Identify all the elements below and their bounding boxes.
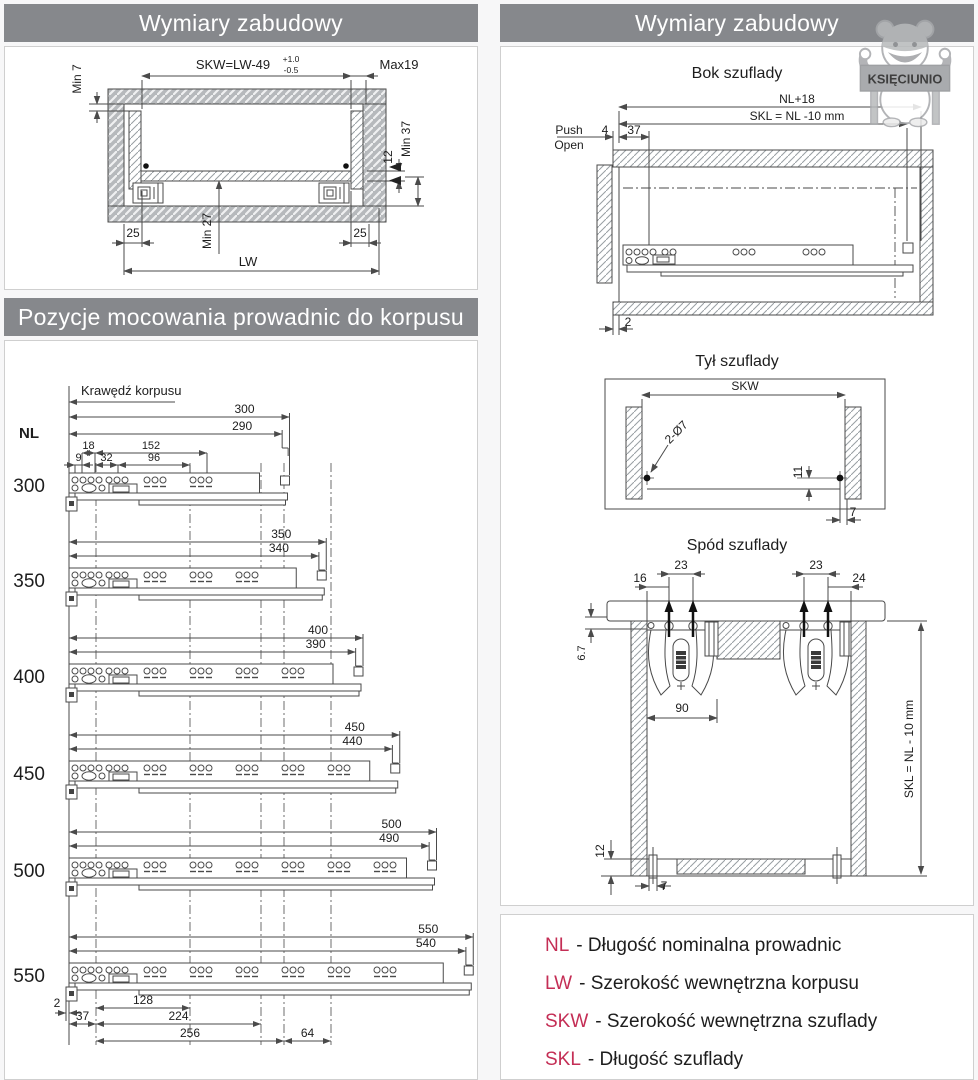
legend-item-skl xyxy=(545,1041,973,1079)
bok-title: Bok szuflady xyxy=(691,65,783,82)
legend-abbr-lw: LW xyxy=(545,973,573,994)
legend-abbr-skl: SKL xyxy=(545,1049,581,1070)
bok-szuflady-drawing xyxy=(501,93,973,348)
logo-text: KSIĘCIUNIO xyxy=(867,71,943,87)
dim-nl18-label: NL+18 xyxy=(779,93,815,106)
right-header-title: Wymiary zabudowy xyxy=(635,9,839,36)
svg-text:350: 350 xyxy=(13,571,45,592)
spod-title: Spód szuflady xyxy=(686,537,788,554)
svg-text:550: 550 xyxy=(418,922,439,936)
svg-text:300: 300 xyxy=(13,476,45,497)
left-bottom-header xyxy=(4,298,478,336)
dim-max19-label: Max19 xyxy=(379,57,419,72)
dim-11-label: 11 xyxy=(791,465,805,479)
legend-desc-skw: - Szerokość wewnętrzna szuflady xyxy=(595,1011,878,1032)
dim-4-label: 4 xyxy=(601,123,609,137)
dim-23-right: 23 xyxy=(809,559,823,572)
svg-text:450: 450 xyxy=(344,720,365,734)
dim-skw2-label: SKW xyxy=(731,379,759,393)
legend-desc-lw: - Szerokość wewnętrzna korpusu xyxy=(579,973,859,994)
dim-12b-label: 12 xyxy=(593,844,607,858)
svg-text:350: 350 xyxy=(271,527,292,541)
dim-min27-label: Min 27 xyxy=(200,212,214,250)
spod-szuflady-drawing xyxy=(501,559,973,905)
left-top-header-title: Wymiary zabudowy xyxy=(139,9,343,36)
legend-abbr-skw: SKW xyxy=(545,1011,589,1032)
dim-7b-label: 7 xyxy=(660,879,668,893)
svg-text:64: 64 xyxy=(300,1026,315,1040)
dim-skl2-label: SKL = NL - 10 mm xyxy=(902,699,916,799)
dim-25-left: 25 xyxy=(126,226,140,240)
dim-2o7-label: 2-Ø7 xyxy=(661,417,691,447)
dim-min37-label: Min 37 xyxy=(399,120,413,158)
dim-24-label: 24 xyxy=(852,571,866,585)
svg-text:256: 256 xyxy=(179,1026,201,1040)
svg-text:152: 152 xyxy=(141,440,161,452)
svg-text:440: 440 xyxy=(342,734,363,748)
svg-text:400: 400 xyxy=(307,623,329,637)
legend-desc-skl: - Długość szuflady xyxy=(587,1049,744,1070)
dim-16-label: 16 xyxy=(633,571,647,585)
svg-text:224: 224 xyxy=(168,1009,189,1023)
push-label: Push xyxy=(555,123,583,137)
svg-text:18: 18 xyxy=(82,440,95,452)
dim-skl-label: SKL = NL -10 mm xyxy=(749,109,845,123)
svg-text:290: 290 xyxy=(232,419,253,433)
legend-item-lw xyxy=(545,965,973,1003)
svg-text:340: 340 xyxy=(268,541,289,555)
svg-text:450: 450 xyxy=(13,764,45,785)
svg-text:128: 128 xyxy=(132,993,154,1007)
dim-tol-minus: -0.5 xyxy=(283,65,299,75)
ksieciunio-mascot-logo xyxy=(842,16,968,128)
slide-profile-right xyxy=(319,183,349,203)
dim-skw-label: SKW=LW-49 xyxy=(195,57,271,72)
slide-positions-drawing xyxy=(5,341,477,1079)
dim-12-label: 12 xyxy=(381,150,395,164)
dim-90-label: 90 xyxy=(675,701,689,715)
legend-item-nl xyxy=(545,927,973,965)
dim-37-label: 37 xyxy=(627,123,641,137)
open-label: Open xyxy=(554,138,584,152)
cabinet-section-panel xyxy=(4,46,478,290)
dim-min7-label: Min 7 xyxy=(70,64,84,94)
legend-abbr-nl: NL xyxy=(545,935,570,956)
left-bottom-header-title: Pozycje mocowania prowadnic do korpusu xyxy=(17,303,465,330)
svg-text:390: 390 xyxy=(305,637,326,651)
slide-profile-left xyxy=(133,183,163,203)
dim-7-label: 7 xyxy=(849,505,857,519)
svg-text:500: 500 xyxy=(381,817,402,831)
svg-text:500: 500 xyxy=(13,861,45,882)
dim-tol-plus: +1.0 xyxy=(282,54,300,64)
dim-2-label: 2 xyxy=(624,315,632,329)
left-top-header xyxy=(4,4,478,42)
dim-23-left: 23 xyxy=(674,559,688,572)
svg-text:32: 32 xyxy=(100,452,113,464)
svg-text:2: 2 xyxy=(53,996,61,1010)
dim-6-7-label: 6.7 xyxy=(576,645,588,661)
legend-item-skw xyxy=(545,1003,973,1041)
dim-lw-label: LW xyxy=(238,254,258,269)
svg-text:9: 9 xyxy=(75,452,82,464)
svg-text:Krawędź korpusu: Krawędź korpusu xyxy=(81,383,182,398)
legend-desc-nl: - Długość nominalna prowadnic xyxy=(576,935,842,956)
dim-25-right: 25 xyxy=(353,226,367,240)
cabinet-cross-section-drawing xyxy=(5,47,475,289)
legend-panel xyxy=(500,914,974,1080)
slide-positions-panel xyxy=(4,340,478,1080)
svg-text:550: 550 xyxy=(13,966,45,987)
svg-text:96: 96 xyxy=(147,452,161,464)
svg-text:400: 400 xyxy=(13,667,45,688)
tyl-title: Tył szuflady xyxy=(695,353,779,370)
svg-text:490: 490 xyxy=(379,831,400,845)
svg-text:300: 300 xyxy=(234,402,255,416)
tyl-szuflady-drawing xyxy=(501,377,973,532)
svg-text:NL: NL xyxy=(19,425,39,442)
svg-text:37: 37 xyxy=(75,1009,90,1023)
svg-text:540: 540 xyxy=(415,936,436,950)
drawer-dimensions-panel xyxy=(500,46,974,906)
